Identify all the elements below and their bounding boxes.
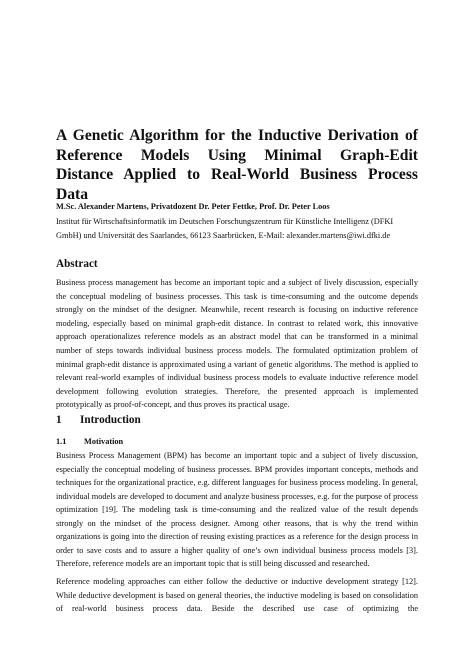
- body-paragraph: Reference modeling approaches can either follow the deductive or inductive development strategy [12]. While deductive development is based on general theories, the inductive modeling is based on consolidation of real-world business process data. Beside the described use case of optimizing the: [56, 577, 418, 613]
- subsection-heading: [56, 436, 123, 447]
- abstract-heading: Abstract: [56, 258, 98, 270]
- author-list: M.Sc. Alexander Martens, Privatdozent Dr. Peter Fettke, Prof. Dr. Peter Loos: [56, 202, 330, 211]
- body-paragraph: Business Process Management (BPM) has become an important topic and a subject of lively discussion, especially the conceptual modeling of business processes. BPM provides important concepts, methods and techniques for the organizational practice, e.g. different languages for business process modeling. In general, individual models are developed to document and analyze business processes, e.g. for the purpose of process optimization [19]. The modeling task is time-consuming and the realized value of the result depends strongly on the mindset of the process designer. Among other reasons, that is why the trend within organizations is going into the direction of reusing existing practices as a reference for the design process in order to save costs and to assure a higher quality of one’s own individual business process models [3]. Therefore, reference models are an important topic that is still being discussed and researched.: [56, 451, 418, 568]
- section-number: 1: [56, 414, 62, 426]
- section-title: Introduction: [80, 414, 141, 426]
- abstract-text: Business process management has become an important topic and a subject of lively discussion, especially the conceptual modeling of business processes. This task is time-consuming and the outcome depends strongly on the mindset of the designer. Meanwhile, recent research is focusing on inductive reference modeling, especially based on minimal graph-edit distance. In contrast to related work, this innovative approach operationalizes reference models as an abstract model that can be transformed in a minimal number of steps towards individual business process models. The formulated optimization problem of minimal graph-edit distance is approximated using a variant of genetic algorithms. The method is applied to relevant real-world examples of individual business process models to evaluate inductive reference model development following evolution strategies. Therefore, the presented approach is implemented prototypically as proof-of-concept, and thus proves its practical usage.: [56, 278, 418, 410]
- author-affiliation: Institut für Wirtschaftsinformatik im Deutschen Forschungszentrum für Künstliche Intelligenz (DFKI GmbH) und Universität des Saarlandes, 66123 Saarbrücken, E-Mail: alexander.martens@iwi.dfki.de: [56, 217, 394, 240]
- subsection-title: Motivation: [84, 437, 124, 446]
- paper-title: A Genetic Algorithm for the Inductive Derivation of Reference Models Using Minimal Graph-Edit Distance Applied to Real-World Business Process Data: [56, 127, 418, 203]
- section-heading: [56, 414, 141, 427]
- subsection-number: 1.1: [56, 437, 67, 446]
